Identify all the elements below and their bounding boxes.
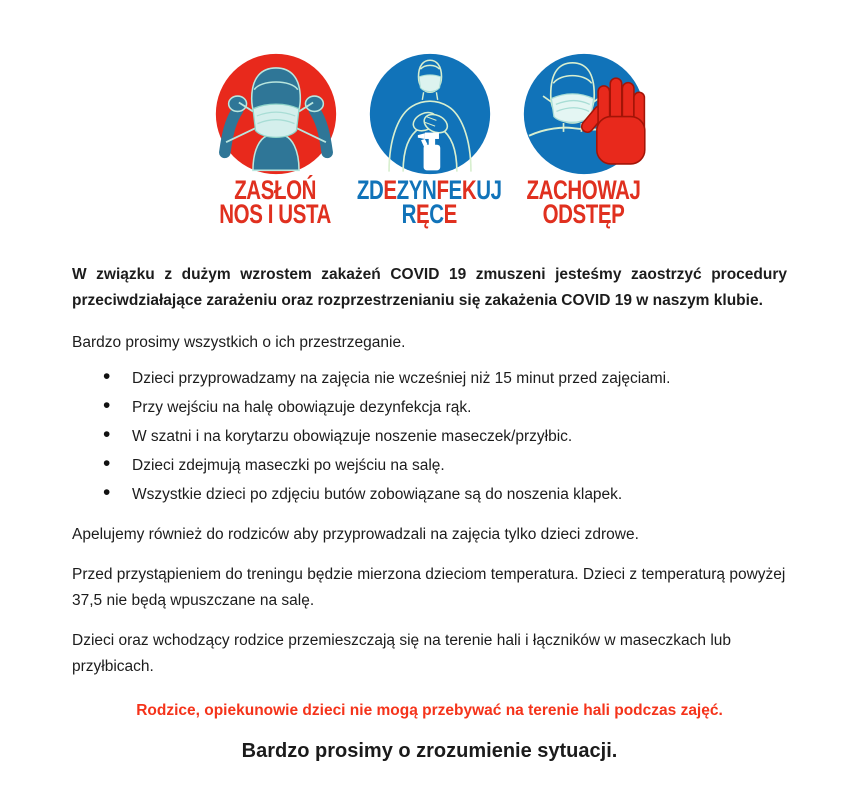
icon-caption-keep-distance — [526, 175, 641, 230]
caption-letter-group: ZYN — [396, 175, 437, 206]
icon-block-cover-nose-mouth — [205, 50, 347, 230]
icon-block-disinfect-hands — [357, 50, 502, 230]
request-line: Bardzo prosimy wszystkich o ich przestrzeganie. — [72, 334, 406, 351]
caption-line: NOS I USTA — [219, 199, 332, 230]
caption-letter-group: E — [443, 199, 458, 230]
caption-line — [357, 199, 502, 230]
rule-item: • Wszystkie dzieci po zdjęciu butów zobowiązane są do noszenia klapek. — [102, 484, 787, 506]
icon-block-keep-distance — [513, 50, 655, 230]
caption-letter-group: E — [448, 175, 463, 206]
stop-hand-distance-icon — [520, 50, 648, 178]
parents-warning-line: Rodzice, opiekunowie dzieci nie mogą przebywać na terenie hali podczas zajęć. — [136, 702, 723, 719]
movement-paragraph: Dzieci oraz wchodzący rodzice przemieszczają się na terenie hali i łączników w maseczkach lub przyłbicach. — [72, 632, 732, 675]
icon-caption-cover-nose-mouth — [219, 175, 332, 230]
rule-item: • W szatni i na korytarzu obowiązuje noszenie maseczek/przyłbic. — [102, 426, 787, 448]
rule-item: • Dzieci przyprowadzamy na zajęcia nie wcześniej niż 15 minut przed zajęciami. — [102, 368, 787, 390]
rules-list — [102, 368, 787, 506]
icon-caption-disinfect-hands — [357, 175, 502, 230]
hand-disinfection-icon — [366, 50, 494, 178]
mask-on-face-icon — [212, 50, 340, 178]
caption-letter-group: ZD — [357, 175, 384, 206]
safety-icons-row — [0, 0, 859, 230]
caption-letter-group: R — [401, 199, 417, 230]
caption-letter-group: K — [462, 175, 477, 206]
caption-line: ODSTĘP — [542, 199, 625, 230]
temperature-paragraph: Przed przystąpieniem do treningu będzie mierzona dzieciom temperatura. Dzieci z temperaturą powyżej 37,5 nie będą wpuszczane na salę. — [72, 566, 786, 609]
notice-body — [0, 262, 859, 764]
appeal-line: Apelujemy również do rodziców aby przyprowadzali na zajęcia tylko dzieci zdrowe. — [72, 526, 639, 543]
rule-item: • Przy wejściu na halę obowiązuje dezynfekcja rąk. — [102, 397, 787, 419]
rule-item: • Dzieci zdejmują maseczki po wejściu na salę. — [102, 455, 787, 477]
caption-line: ZACHOWAJ — [526, 175, 641, 206]
caption-letter-group: Ę — [416, 199, 430, 230]
caption-letter-group: F — [436, 175, 449, 206]
caption-letter-group: C — [429, 199, 444, 230]
intro-paragraph: W związku z dużym wzrostem zakażeń COVID 19 zmuszeni jesteśmy zaostrzyć procedury przeciwdziałające zarażeniu oraz rozprzestrzenianiu się zakażenia COVID 19 w naszym klubie. — [72, 266, 787, 309]
caption-line: ZASŁOŃ — [234, 175, 317, 206]
caption-letter-group: UJ — [476, 175, 502, 206]
closing-line: Bardzo prosimy o zrozumienie sytuacji. — [241, 740, 618, 762]
caption-letter-group: E — [383, 175, 397, 206]
